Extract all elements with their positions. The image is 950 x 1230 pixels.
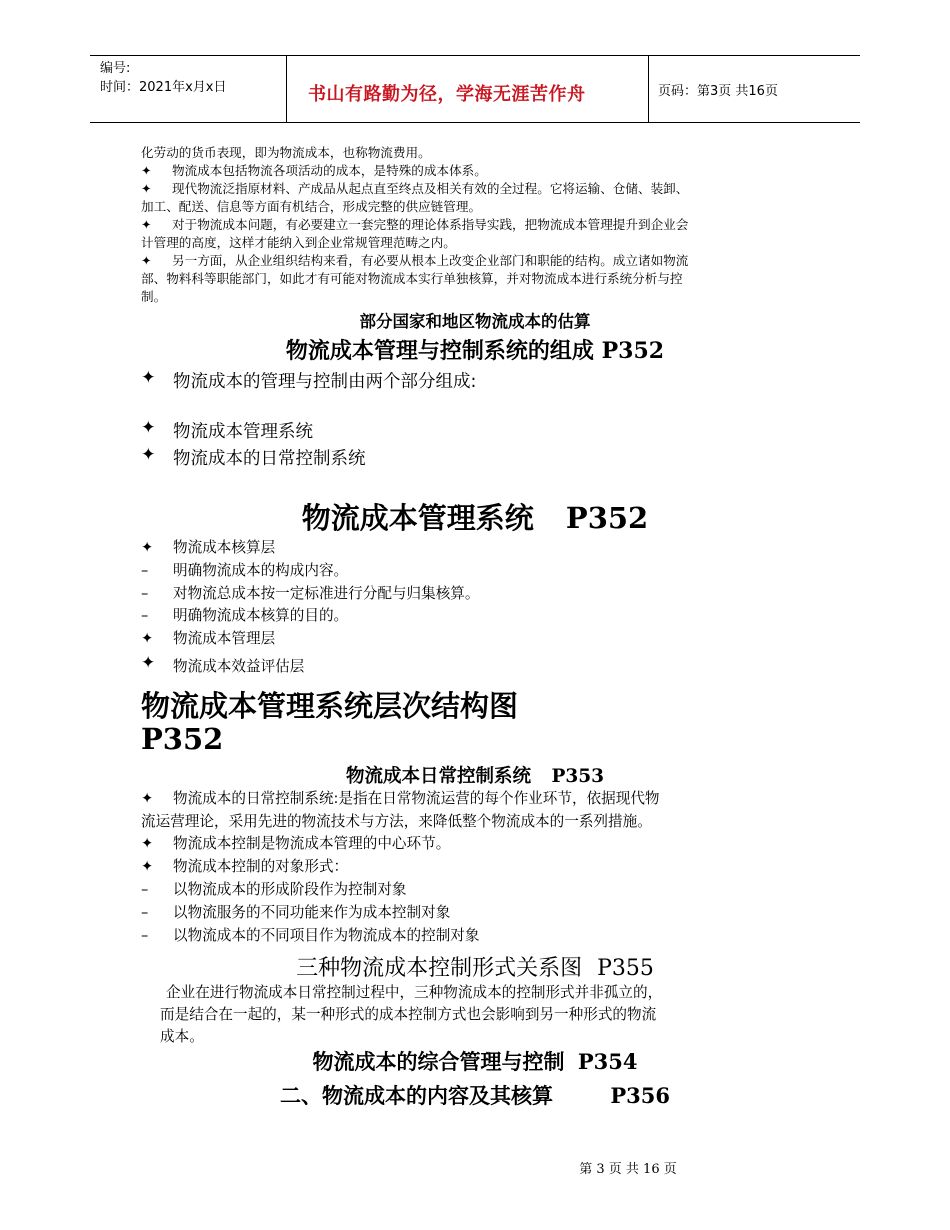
bullet-icon: ✦ <box>141 368 156 388</box>
bullet-icon: ✦ <box>141 418 156 438</box>
bullet-icon: ✦ <box>141 858 154 875</box>
bullet-text: 物流成本核算层 <box>173 539 276 556</box>
document-date: 时间：2021年x月x日 <box>100 80 227 95</box>
section-title <box>0 334 950 365</box>
page-reference: P352 <box>565 501 649 535</box>
header-motto: 书山有路勤为径，学海无涯苦作舟 <box>308 84 586 105</box>
bullet-icon: ✦ <box>141 630 154 647</box>
page-reference: P353 <box>551 766 604 787</box>
bullet-icon: ✦ <box>141 445 156 465</box>
dash-text: 明确物流成本的构成内容。 <box>173 562 349 579</box>
section-subtitle: 部分国家和地区物流成本的估算 <box>359 312 591 331</box>
bullet-text: 流运营理论，采用先进的物流技术与方法，来降低整个物流成本的一系列措施。 <box>141 813 652 830</box>
dash-icon: – <box>141 562 149 579</box>
section-title-text: 物流成本管理系统 <box>301 501 534 535</box>
intro-bullet-text: 对于物流成本问题，有必要建立一套完整的理论体系指导实践，把物流成本管理提升到企业会 <box>172 217 689 232</box>
section-title <box>0 1080 950 1110</box>
dash-icon: – <box>141 585 149 602</box>
bullet-text: 物流成本管理系统 <box>173 422 313 442</box>
bullet-icon: ✦ <box>141 539 154 556</box>
intro-bullet-text: 现代物流泛指原材料、产成品从起点直至终点及相关有效的全过程。它将运输、仓储、装卸、 <box>172 181 689 196</box>
header-divider <box>648 56 649 122</box>
dash-text: 以物流成本的不同项目作为物流成本的控制对象 <box>173 927 480 944</box>
section-title <box>0 1046 950 1076</box>
page-reference: P356 <box>610 1083 670 1108</box>
bullet-icon: ✦ <box>141 181 152 196</box>
intro-bullet-text: 另一方面，从企业组织结构来看，有必要从根本上改变企业部门和职能的结构。成立诸如物流 <box>172 253 689 268</box>
section-title: 物流成本管理系统层次结构图 <box>141 689 519 723</box>
dash-icon: – <box>141 881 149 898</box>
section-title-text: 物流成本日常控制系统 <box>346 766 532 787</box>
dash-text: 以物流服务的不同功能来作为成本控制对象 <box>173 904 451 921</box>
bullet-text: 物流成本控制是物流成本管理的中心环节。 <box>173 835 451 852</box>
dash-icon: – <box>141 904 149 921</box>
page-reference: P355 <box>597 956 654 981</box>
bullet-text: 物流成本的日常控制系统:是指在日常物流运营的每个作业环节，依据现代物 <box>173 790 660 807</box>
bullet-text: 物流成本管理层 <box>173 630 276 647</box>
intro-line: 化劳动的货币表现，即为物流成本，也称物流费用。 <box>141 145 431 160</box>
section-title <box>0 951 950 982</box>
bullet-icon: ✦ <box>141 217 152 232</box>
page-reference: P354 <box>577 1049 638 1074</box>
intro-bullet-text: 部、物料科等职能部门，如此才有可能对物流成本实行单独核算，并对物流成本进行系统分析与控 <box>141 271 683 286</box>
dash-text: 明确物流成本核算的目的。 <box>173 607 349 624</box>
paragraph-line: 成本。 <box>160 1028 204 1045</box>
section-title <box>0 496 950 537</box>
header-meta <box>100 59 226 97</box>
bullet-text: 物流成本控制的对象形式： <box>173 858 349 875</box>
header-divider <box>286 56 287 122</box>
bullet-text: 物流成本的日常控制系统 <box>173 449 366 469</box>
intro-bullet-text: 制。 <box>141 289 167 304</box>
document-number-label: 编号: <box>100 61 131 76</box>
bullet-icon: ✦ <box>141 835 154 852</box>
section-title-text: 二、物流成本的内容及其核算 <box>280 1084 554 1108</box>
page-reference: P352 <box>601 338 665 364</box>
bullet-icon: ✦ <box>141 790 154 807</box>
dash-text: 对物流总成本按一定标准进行分配与归集核算。 <box>173 585 480 602</box>
intro-bullet-text: 加工、配送、信息等方面有机结合，形成完整的供应链管理。 <box>141 199 482 214</box>
paragraph-line: 企业在进行物流成本日常控制过程中，三种物流成本的控制形式并非孤立的， <box>166 984 663 1001</box>
bullet-text: 物流成本效益评估层 <box>173 658 305 675</box>
bullet-icon: ✦ <box>141 163 152 178</box>
page-footer: 第 3 页 共 16 页 <box>579 1162 677 1177</box>
bullet-icon: ✦ <box>141 253 152 268</box>
bullet-icon: ✦ <box>141 653 156 673</box>
dash-text: 以物流成本的形成阶段作为控制对象 <box>173 881 407 898</box>
section-title <box>0 762 950 788</box>
bullet-text: 物流成本的管理与控制由两个部分组成: <box>173 372 477 392</box>
paragraph-line: 而是结合在一起的，某一种形式的成本控制方式也会影响到另一种形式的物流 <box>160 1006 657 1023</box>
header-page-info: 页码：第3页 共16页 <box>658 84 778 99</box>
page-header <box>90 55 860 123</box>
intro-bullet-text: 计管理的高度，这样才能纳入到企业常规管理范畴之内。 <box>141 235 456 250</box>
section-title-text: 物流成本的综合管理与控制 <box>312 1050 565 1074</box>
intro-bullet-text: 物流成本包括物流各项活动的成本，是特殊的成本体系。 <box>172 163 487 178</box>
section-title-text: 物流成本管理与控制系统的组成 <box>285 339 594 364</box>
dash-icon: – <box>141 607 149 624</box>
dash-icon: – <box>141 927 149 944</box>
section-title-text: 三种物流成本控制形式关系图 <box>296 956 583 981</box>
page-reference: P352 <box>141 722 224 756</box>
